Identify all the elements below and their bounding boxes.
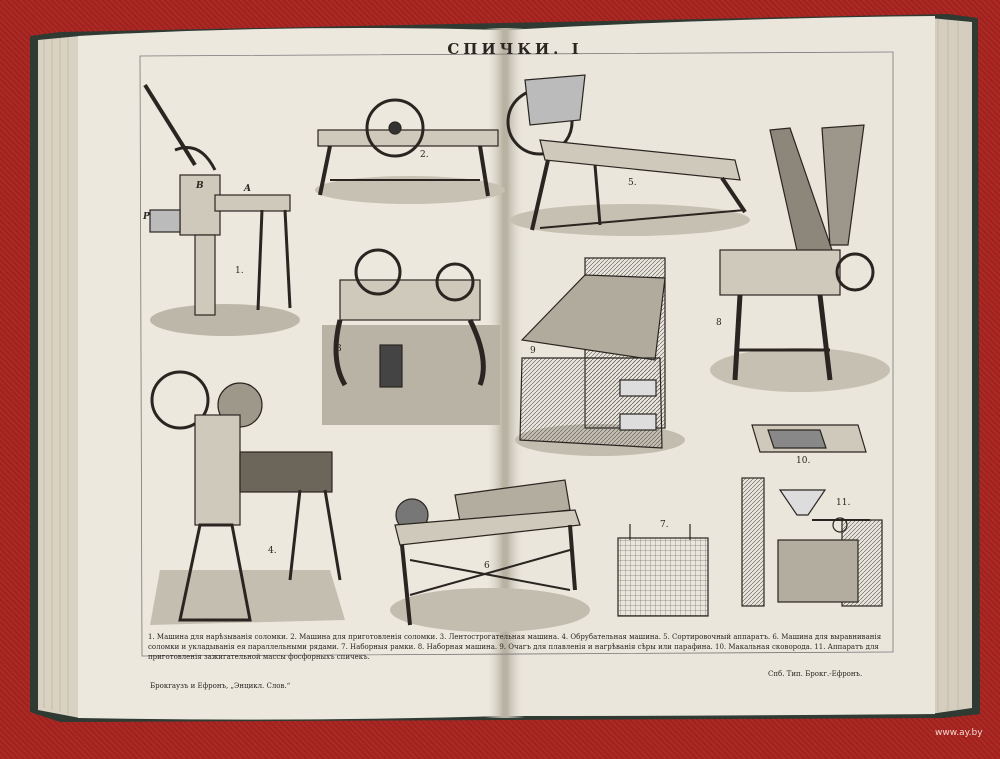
- figure-number-8: 8: [716, 318, 722, 328]
- figure-number-1: 1.: [235, 266, 244, 276]
- figure-number-10: 10.: [796, 456, 811, 466]
- figure-10-dipping-pan: [752, 425, 866, 452]
- figure-letter-b: B: [196, 181, 204, 191]
- figure-number-3: 3: [336, 344, 342, 354]
- figure-number-2: 2.: [420, 150, 429, 160]
- printer-credit: Спб. Тип. Брокг.-Ефронъ.: [768, 670, 863, 678]
- figure-letter-a: A: [244, 184, 251, 194]
- watermark: www.ay.by: [935, 728, 983, 738]
- figure-number-6: 6: [484, 561, 490, 571]
- page-edges-right: [930, 18, 972, 714]
- figure-number-7: 7.: [660, 520, 669, 530]
- figure-7-setting-frames: [618, 524, 708, 616]
- figure-number-11: 11.: [836, 498, 851, 508]
- figure-number-5: 5.: [628, 178, 637, 188]
- figure-letter-p: P: [143, 212, 150, 222]
- publisher-credit: Брокгаузъ и Ефронъ, „Энцикл. Слов.“: [150, 682, 291, 690]
- plate-caption: 1. Машина для нарѣзыванія соломки. 2. Машина для приготовленія соломки. 3. Лентострогательная машина. 4. Обрубательная машина. 5. Сортировочный аппаратъ. 6. Машина для выравниванія соломки и укладыванія ея параллельными рядами. 7. Наборныя рамки. 8. Наборная машина. 9. Очагъ для плавленія и нагрѣванія сѣры или парафина. 10. Макальная сковорода. 11. Аппаратъ для приготовленія зажигательной массы фосфорныхъ спичекъ.: [148, 633, 882, 661]
- figure-number-9: 9: [530, 346, 536, 356]
- figure-number-4: 4.: [268, 546, 277, 556]
- plate-title: СПИЧКИ. I: [447, 40, 583, 58]
